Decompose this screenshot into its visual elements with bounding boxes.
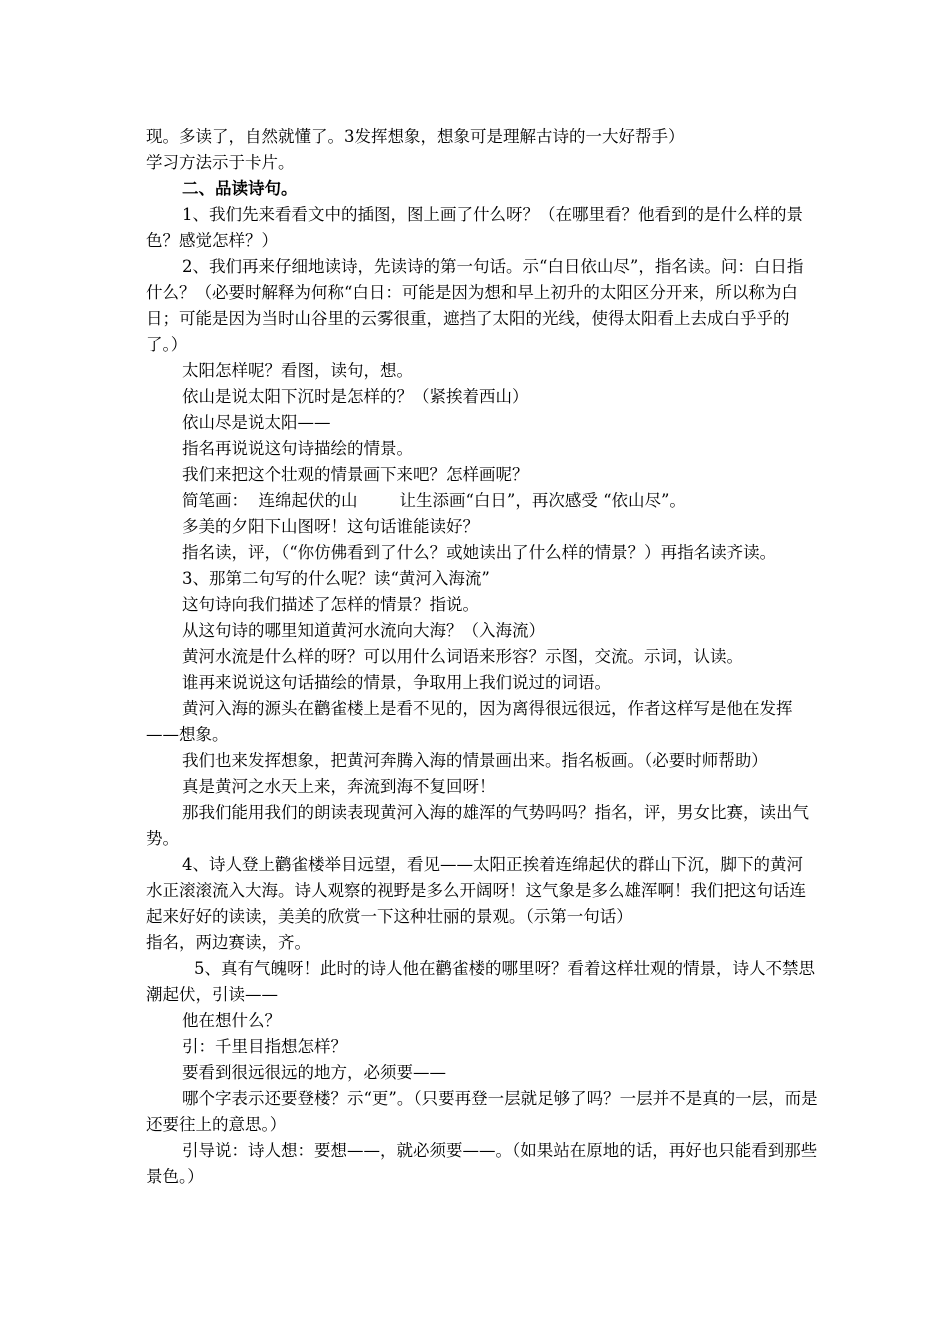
document-page xyxy=(146,124,818,1190)
paragraph: 依山尽是说太阳—— xyxy=(182,413,331,432)
paragraph: 黄河水流是什么样的呀？可以用什么词语来形容？示图，交流。示词，认读。 xyxy=(182,647,743,666)
paragraph: 多美的夕阳下山图呀！这句话谁能读好？ xyxy=(182,517,479,536)
paragraph: 哪个字表示还要登楼？示“更”。（只要再登一层就足够了吗？一层并不是真的一层，而是还要往上的意思。） xyxy=(146,1089,818,1134)
paragraph: 3、那第二句写的什么呢？读“黄河入海流” xyxy=(182,569,490,588)
paragraph: 4、诗人登上鹳雀楼举目远望，看见——太阳正挨着连绵起伏的群山下沉，脚下的黄河水正滚滚流入大海。诗人观察的视野是多么开阔呀！这气象是多么雄浑啊！我们把这句话连起来好好的读读，美美的欣赏一下这种壮丽的景观。（示第一句话） xyxy=(146,855,806,926)
paragraph: 指名，两边赛读，齐。 xyxy=(146,933,311,952)
paragraph: 我们来把这个壮观的情景画下来吧？怎样画呢？ xyxy=(182,465,529,484)
section-heading: 二、品读诗句。 xyxy=(182,179,298,198)
paragraph: 5、真有气魄呀！此时的诗人他在鹳雀楼的哪里呀？看着这样壮观的情景，诗人不禁思潮起伏，引读—— xyxy=(146,959,815,1004)
paragraph: 学习方法示于卡片。 xyxy=(146,153,295,172)
paragraph: 他在想什么？ xyxy=(182,1011,281,1030)
paragraph: 引：千里目指想怎样？ xyxy=(182,1037,347,1056)
paragraph: 太阳怎样呢？看图，读句，想。 xyxy=(182,361,413,380)
paragraph: 要看到很远很远的地方，必须要—— xyxy=(182,1063,446,1082)
paragraph: 1、我们先来看看文中的插图，图上画了什么呀？（在哪里看？他看到的是什么样的景色？感觉怎样？） xyxy=(146,205,803,250)
paragraph: 真是黄河之水天上来，奔流到海不复回呀！ xyxy=(182,777,496,796)
paragraph: 2、我们再来仔细地读诗，先读诗的第一句话。示“白日依山尽”，指名读。问：白日指什么？（必要时解释为何称“白日：可能是因为想和早上初升的太阳区分开来，所以称为白日；可能是因为当时山谷里的云雾很重，遮挡了太阳的光线，使得太阳看上去成白乎乎的了。） xyxy=(146,257,804,354)
paragraph: 依山是说太阳下沉时是怎样的？（紧挨着西山） xyxy=(182,387,529,406)
paragraph: 引导说：诗人想：要想——，就必须要——。（如果站在原地的话，再好也只能看到那些景色。） xyxy=(146,1141,818,1186)
paragraph: 指名读，评，（“你仿佛看到了什么？或她读出了什么样的情景？）再指名读齐读。 xyxy=(182,543,777,562)
paragraph: 从这句诗的哪里知道黄河水流向大海？（入海流） xyxy=(182,621,545,640)
paragraph: 黄河入海的源头在鹳雀楼上是看不见的，因为离得很远很远，作者这样写是他在发挥——想象。 xyxy=(146,699,793,744)
paragraph: 谁再来说说这句话描绘的情景，争取用上我们说过的词语。 xyxy=(182,673,611,692)
paragraph: 指名再说说这句诗描绘的情景。 xyxy=(182,439,413,458)
paragraph: 我们也来发挥想象，把黄河奔腾入海的情景画出来。指名板画。（必要时师帮助） xyxy=(182,751,768,770)
paragraph: 现。多读了，自然就懂了。3发挥想象，想象可是理解古诗的一大好帮手） xyxy=(146,127,685,146)
paragraph: 那我们能用我们的朗读表现黄河入海的雄浑的气势吗吗？指名，评，男女比赛，读出气势。 xyxy=(146,803,809,848)
paragraph: 这句诗向我们描述了怎样的情景？指说。 xyxy=(182,595,479,614)
paragraph: 简笔画： 连绵起伏的山 让生添画“白日”，再次感受 “依山尽”。 xyxy=(182,491,686,510)
